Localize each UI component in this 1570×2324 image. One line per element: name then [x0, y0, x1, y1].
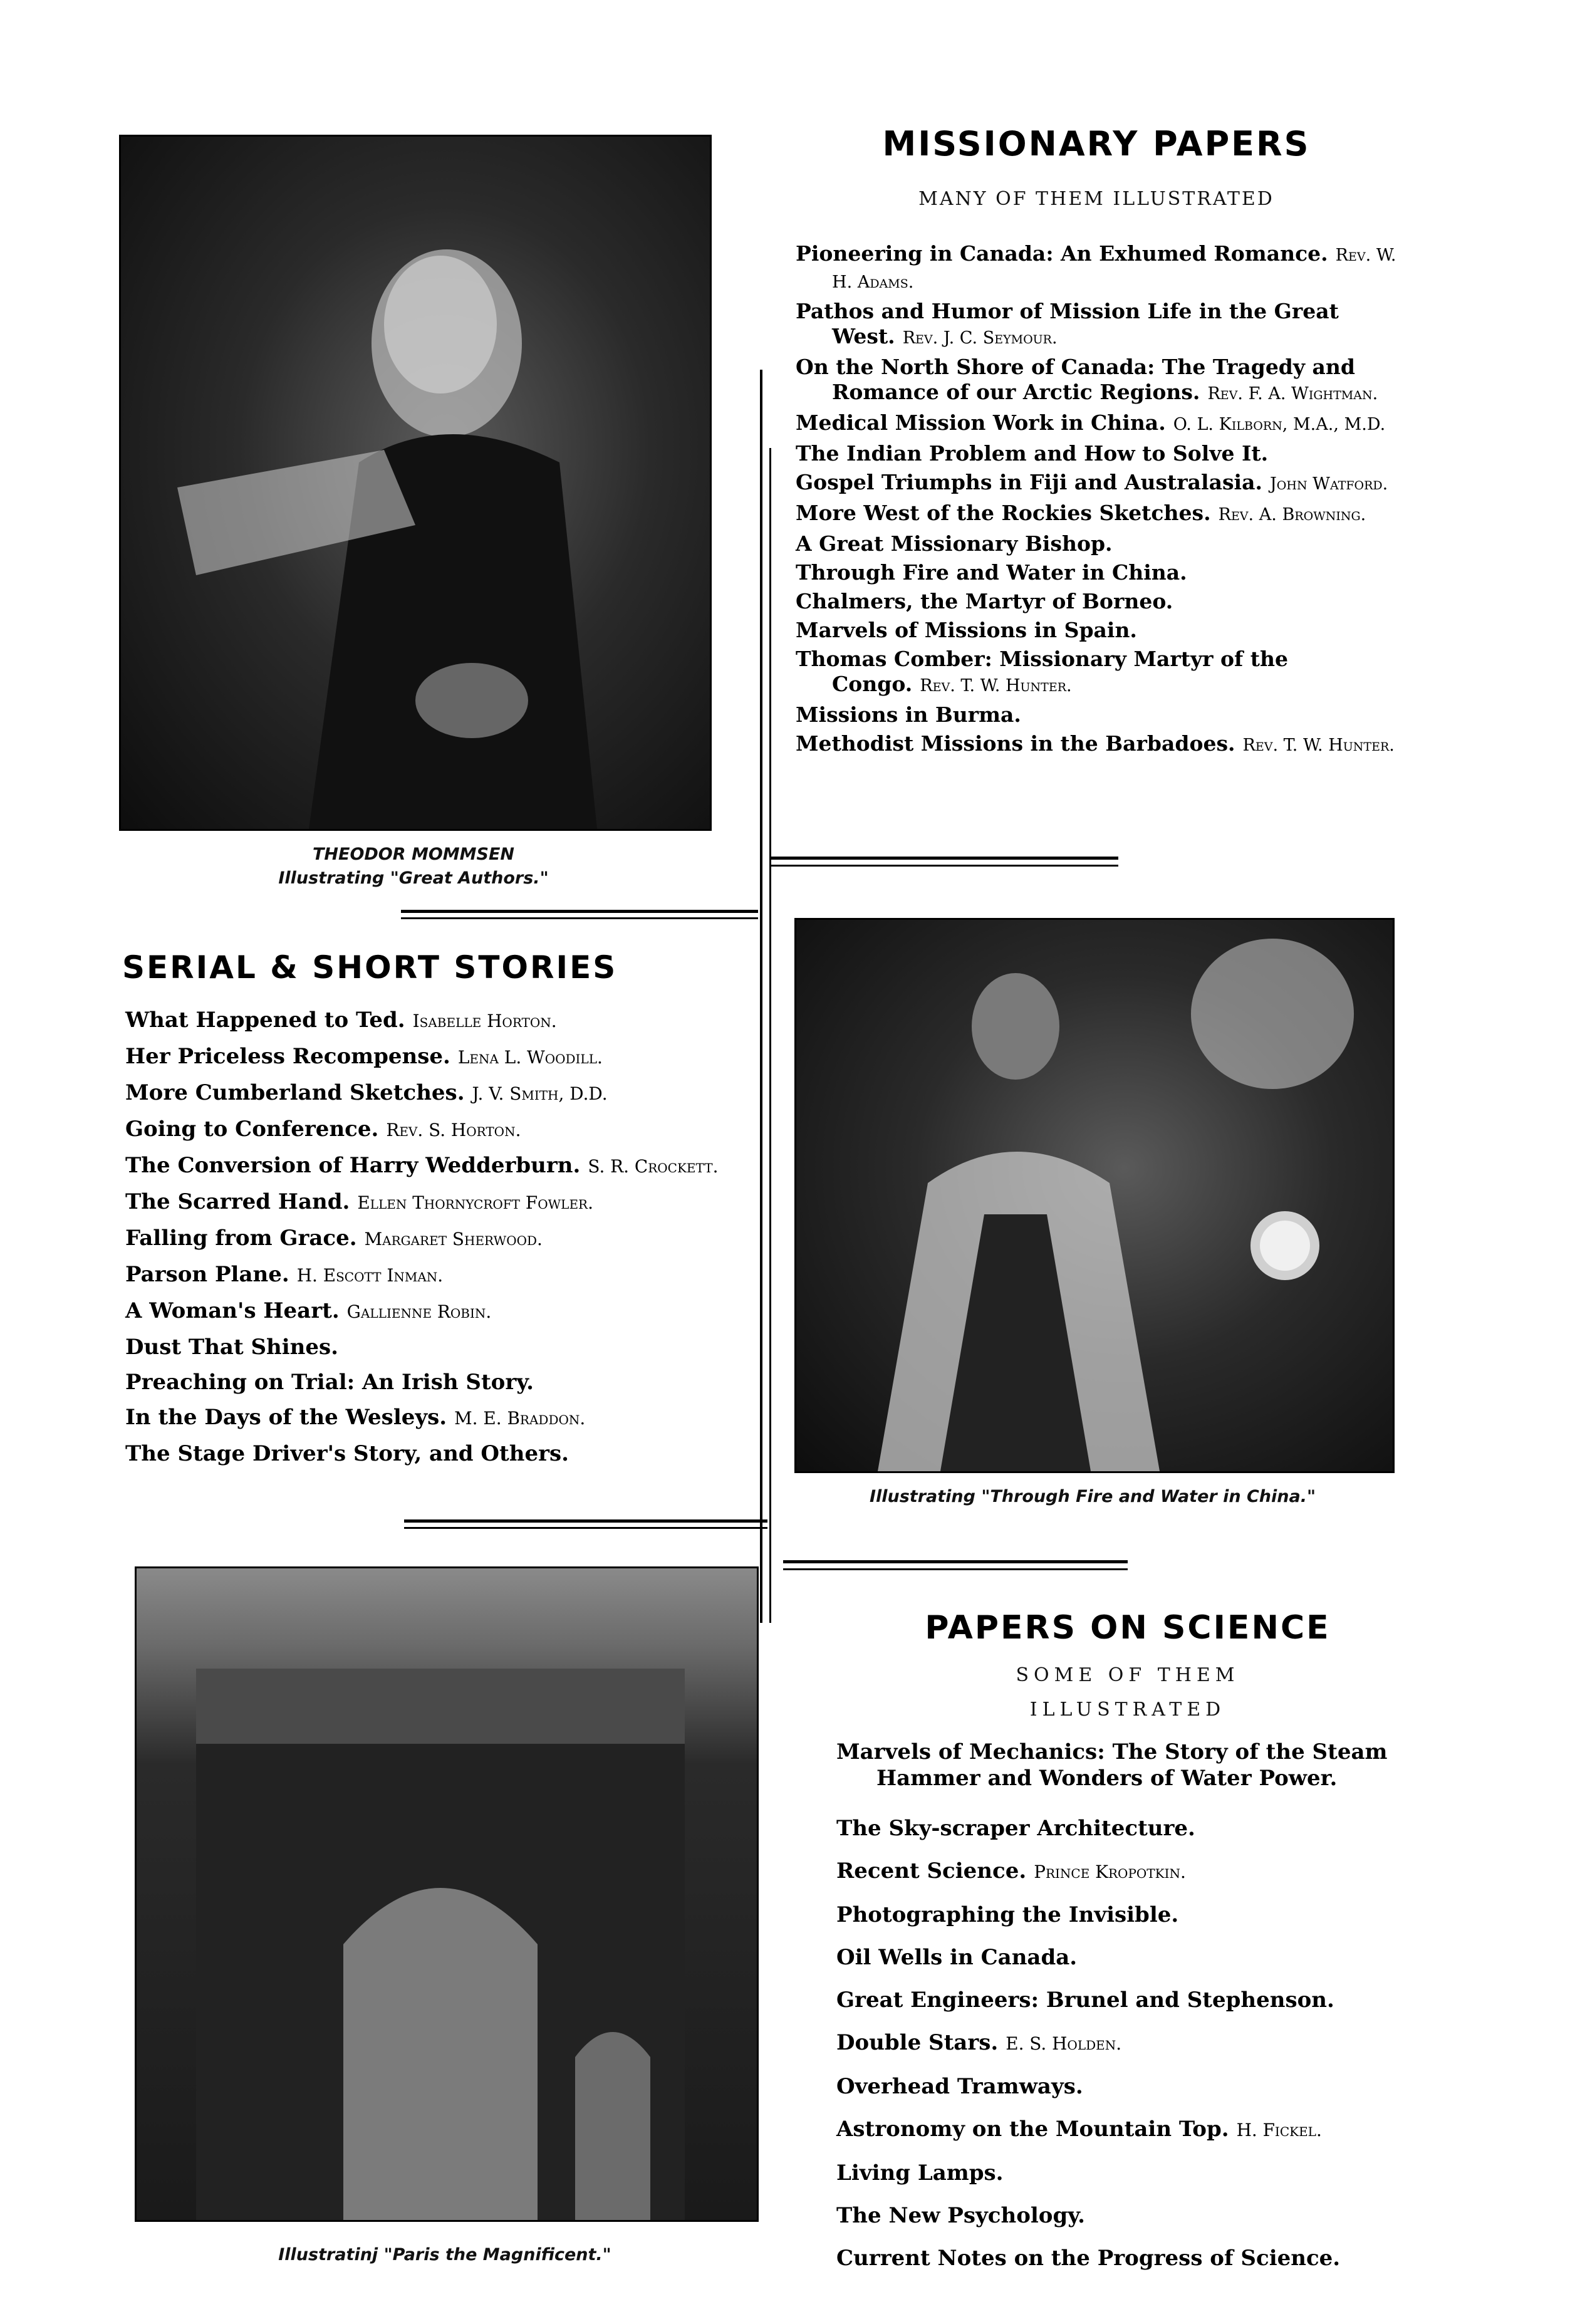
article-author: Rev. T. W. Hunter.	[920, 676, 1072, 696]
article-author: Isabelle Horton.	[412, 1011, 557, 1031]
article-author: H. Escott Inman.	[296, 1265, 444, 1286]
science-list-item	[836, 1815, 1463, 1842]
science-subheading-line1: SOME OF THEM	[1016, 1664, 1240, 1686]
missionary-list-item	[796, 241, 1397, 295]
science-list	[836, 1739, 1463, 2288]
divider-rule	[771, 857, 1118, 860]
article-title: A Woman's Heart.	[125, 1298, 340, 1323]
missionary-list-item	[796, 410, 1397, 437]
serial-heading: SERIAL & SHORT STORIES	[122, 949, 618, 986]
article-title: Oil Wells in Canada.	[836, 1945, 1078, 1970]
science-list-item	[836, 1987, 1463, 2013]
article-author: Rev. S. Horton.	[386, 1120, 521, 1140]
missionary-list-item	[796, 470, 1397, 497]
article-title: Falling from Grace.	[125, 1226, 357, 1251]
serial-list-item	[125, 1080, 727, 1107]
article-author: Rev. J. C. Seymour.	[902, 328, 1058, 348]
science-list-item	[836, 1858, 1463, 1885]
serial-list-item	[125, 1152, 727, 1180]
paris-caption: Illustratinj "Paris the Magnificent."	[278, 2245, 611, 2264]
divider-rule	[401, 917, 758, 919]
article-title: Chalmers, the Martyr of Borneo.	[796, 589, 1173, 613]
article-title: The Conversion of Harry Wedderburn.	[125, 1153, 581, 1178]
article-title: More West of the Rockies Sketches.	[796, 501, 1211, 525]
missionary-heading: MISSIONARY PAPERS	[882, 124, 1311, 164]
article-title: Going to Conference.	[125, 1117, 379, 1142]
science-list-item	[836, 2160, 1463, 2186]
article-title: Astronomy on the Mountain Top.	[836, 2117, 1229, 2142]
article-author: H. Fickel.	[1236, 2120, 1322, 2140]
divider-rule	[771, 865, 1118, 867]
missionary-list-item	[796, 618, 1397, 643]
article-title: The Scarred Hand.	[125, 1189, 350, 1214]
science-list-item	[836, 2073, 1463, 2100]
article-author: Prince Kropotkin.	[1034, 1862, 1186, 1882]
science-list-item	[836, 1944, 1463, 1971]
missionary-list	[796, 241, 1397, 762]
article-title: Dust That Shines.	[125, 1335, 338, 1360]
serial-list	[125, 1007, 727, 1476]
article-author: M. E. Braddon.	[454, 1408, 586, 1429]
article-author: E. S. Holden.	[1006, 2033, 1122, 2054]
mommsen-portrait-photo	[119, 135, 712, 831]
article-title: Methodist Missions in the Barbadoes.	[796, 731, 1235, 756]
article-title: What Happened to Ted.	[125, 1008, 405, 1033]
article-title: More Cumberland Sketches.	[125, 1080, 465, 1105]
article-title: Marvels of Mechanics: The Story of the Steam Hammer and Wonders of Water Power.	[836, 1739, 1388, 1791]
missionary-list-item	[796, 441, 1397, 466]
article-author: Ellen Thornycroft Fowler.	[357, 1192, 593, 1213]
article-title: Great Engineers: Brunel and Stephenson.	[836, 1988, 1334, 2013]
serial-list-item	[125, 1116, 727, 1144]
science-list-item	[836, 1739, 1463, 1791]
china-figure-graphic	[796, 920, 1393, 1471]
article-title: Double Stars.	[836, 2030, 999, 2055]
science-heading: PAPERS ON SCIENCE	[925, 1609, 1331, 1647]
article-title: Living Lamps.	[836, 2160, 1004, 2186]
divider-rule	[783, 1568, 1128, 1570]
article-title: Preaching on Trial: An Irish Story.	[125, 1370, 534, 1395]
article-title: Missions in Burma.	[796, 702, 1021, 727]
serial-list-item	[125, 1189, 727, 1216]
mommsen-caption	[119, 843, 708, 890]
paris-arch-photo	[135, 1566, 759, 2222]
serial-list-item	[125, 1334, 727, 1360]
article-title: Through Fire and Water in China.	[796, 560, 1187, 585]
missionary-list-item	[796, 589, 1397, 614]
portrait-figure-graphic	[121, 137, 710, 829]
article-author: Rev. F. A. Wightman.	[1207, 384, 1378, 404]
article-author: Lena L. Woodill.	[457, 1047, 603, 1068]
article-author: O. L. Kilborn, M.A., M.D.	[1173, 415, 1386, 434]
article-author: Rev. W. H. Adams.	[832, 246, 1396, 292]
missionary-list-item	[796, 501, 1397, 528]
article-title: The Stage Driver's Story, and Others.	[125, 1441, 569, 1466]
serial-list-item	[125, 1404, 727, 1432]
article-title: The New Psychology.	[836, 2203, 1085, 2228]
missionary-list-item	[796, 731, 1397, 758]
column-divider	[769, 448, 771, 1623]
article-author: Rev. T. W. Hunter.	[1242, 736, 1395, 755]
divider-rule	[401, 910, 758, 913]
article-title: Pioneering in Canada: An Exhumed Romance.	[796, 241, 1328, 266]
article-title: Gospel Triumphs in Fiji and Australasia.	[796, 470, 1262, 494]
science-list-item	[836, 1902, 1463, 1928]
article-author: John Watford.	[1269, 474, 1388, 494]
serial-list-item	[125, 1369, 727, 1395]
arch-graphic	[137, 1568, 757, 2220]
missionary-list-item	[796, 531, 1397, 556]
science-subheading-line2: ILLUSTRATED	[1029, 1699, 1226, 1721]
missionary-subheading: MANY OF THEM ILLUSTRATED	[918, 188, 1274, 210]
serial-list-item	[125, 1261, 727, 1289]
article-title: Marvels of Missions in Spain.	[796, 618, 1137, 642]
serial-list-item	[125, 1007, 727, 1034]
article-title: In the Days of the Wesleys.	[125, 1405, 447, 1430]
science-list-item	[836, 2030, 1463, 2057]
divider-rule	[404, 1527, 767, 1529]
science-list-item	[836, 2202, 1463, 2229]
article-title: A Great Missionary Bishop.	[796, 531, 1113, 556]
divider-rule	[404, 1519, 767, 1523]
article-title: Overhead Tramways.	[836, 2074, 1083, 2099]
article-author: Margaret Sherwood.	[364, 1229, 543, 1249]
column-divider	[760, 370, 762, 1623]
article-title: On the North Shore of Canada: The Tragedy and Romance of our Arctic Regions.	[796, 355, 1355, 404]
serial-list-item	[125, 1225, 727, 1253]
article-author: Gallienne Robin.	[346, 1301, 492, 1322]
article-author: Rev. A. Browning.	[1218, 505, 1366, 524]
mommsen-caption-illustrating: Illustrating "Great Authors."	[278, 868, 549, 888]
china-photo	[794, 918, 1395, 1473]
article-title: Her Priceless Recompense.	[125, 1044, 450, 1069]
article-title: The Indian Problem and How to Solve It.	[796, 441, 1269, 466]
science-list-item	[836, 2245, 1463, 2271]
article-title: Photographing the Invisible.	[836, 1902, 1179, 1927]
science-list-item	[836, 2116, 1463, 2144]
article-title: Thomas Comber: Missionary Martyr of the Congo.	[796, 647, 1288, 696]
missionary-list-item	[796, 355, 1397, 407]
missionary-list-item	[796, 560, 1397, 585]
article-title: Current Notes on the Progress of Science.	[836, 2246, 1341, 2271]
article-title: The Sky-scraper Architecture.	[836, 1816, 1195, 1841]
divider-rule	[783, 1560, 1128, 1563]
mommsen-caption-name: THEODOR MOMMSEN	[312, 845, 514, 864]
article-title: Parson Plane.	[125, 1262, 289, 1287]
article-title: Pathos and Humor of Mission Life in the Great West.	[796, 299, 1339, 348]
missionary-list-item	[796, 702, 1397, 727]
serial-list-item	[125, 1043, 727, 1071]
china-caption: Illustrating "Through Fire and Water in China."	[869, 1487, 1316, 1506]
article-title: Recent Science.	[836, 1858, 1027, 1884]
missionary-list-item	[796, 299, 1397, 351]
missionary-list-item	[796, 647, 1397, 699]
serial-list-item	[125, 1441, 727, 1467]
article-author: J. V. Smith, D.D.	[472, 1083, 608, 1104]
article-author: S. R. Crockett.	[588, 1156, 719, 1177]
article-title: Medical Mission Work in China.	[796, 410, 1166, 435]
serial-list-item	[125, 1298, 727, 1325]
